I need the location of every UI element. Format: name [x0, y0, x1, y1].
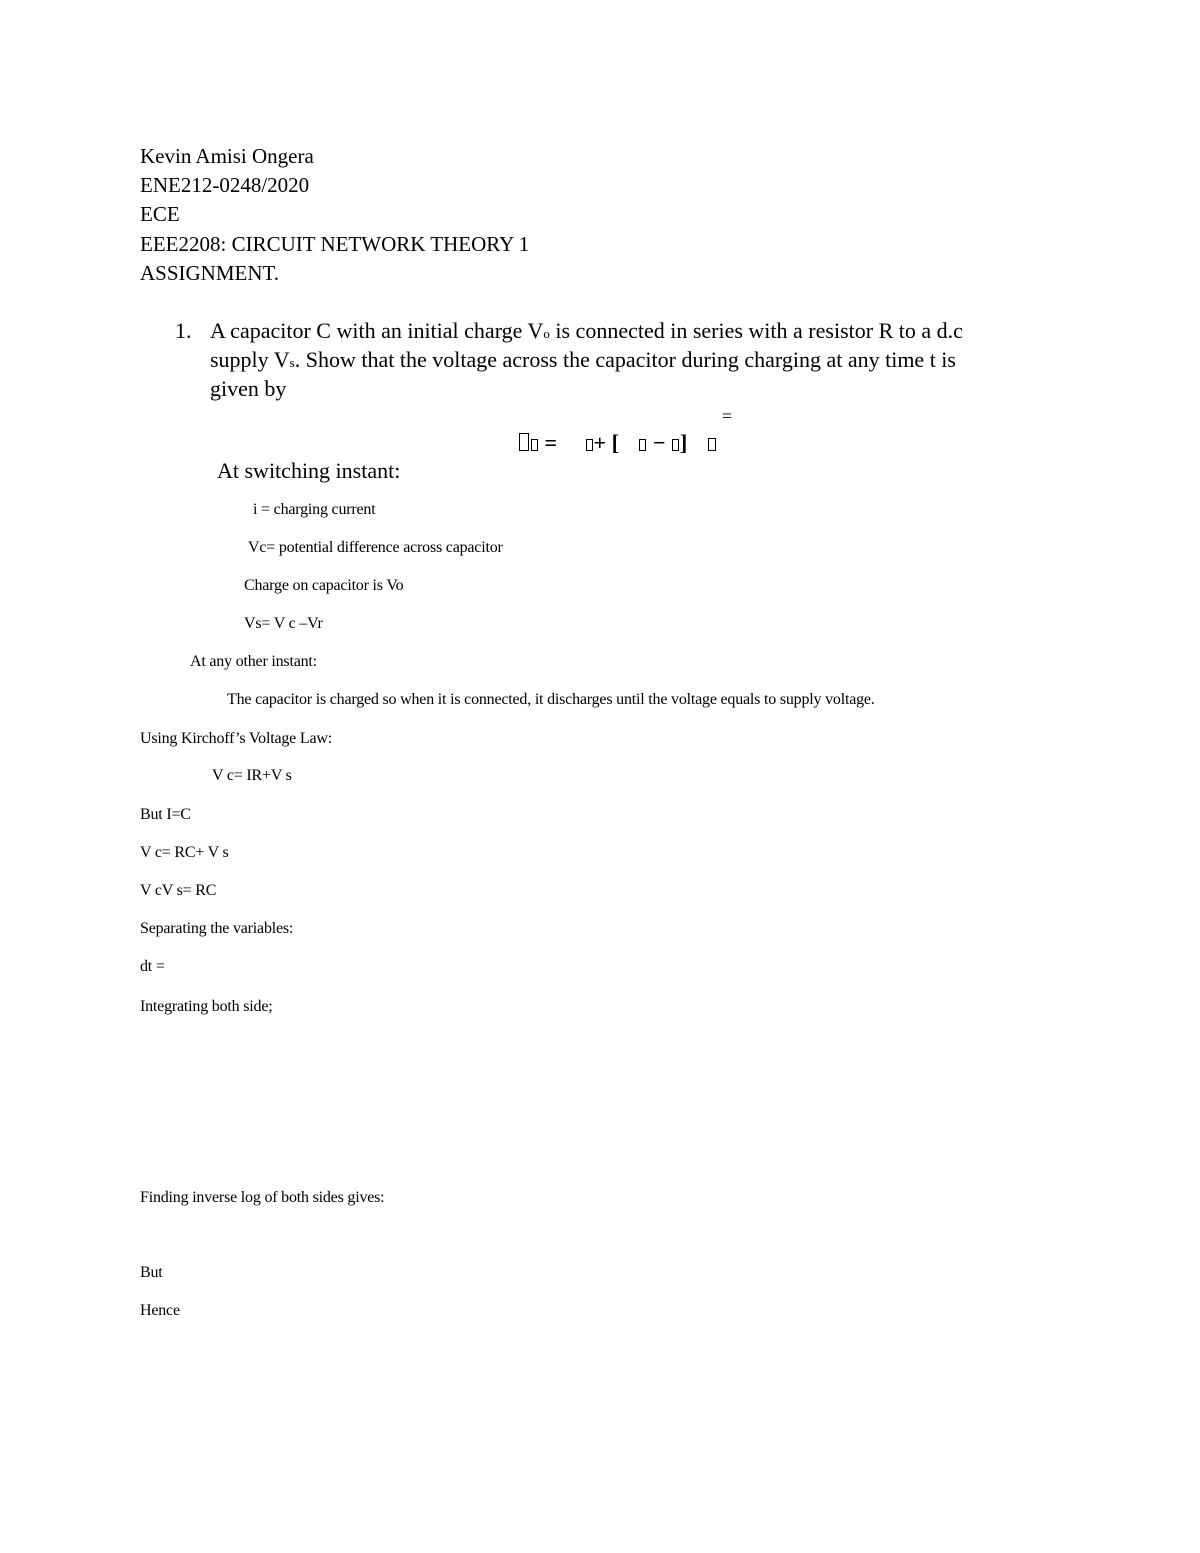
- separating-heading: Separating the variables:: [140, 920, 294, 937]
- kvl-equation: V c= IR+V s: [212, 767, 292, 784]
- line-vc-definition: Vc= potential difference across capacitor: [248, 539, 503, 556]
- line-charging-current: i = charging current: [253, 501, 376, 518]
- dt-equation: dt =: [140, 958, 165, 975]
- department: ECE: [140, 202, 180, 226]
- formula: = + [ − ]: [518, 432, 717, 454]
- missing-glyph-icon: [586, 439, 593, 451]
- missing-glyph-icon: [672, 439, 679, 451]
- line-initial-charge: Charge on capacitor is Vo: [244, 577, 404, 594]
- question-line-2: supply Vs. Show that the voltage across the capacitor during charging at any time t is: [210, 347, 956, 372]
- course-title: EEE2208: CIRCUIT NETWORK THEORY 1: [140, 232, 530, 256]
- question-line-3: given by: [210, 376, 287, 401]
- hence-line: Hence: [140, 1302, 180, 1319]
- vc-equation: V c= RC+ V s: [140, 844, 229, 861]
- question-number: 1.: [175, 318, 192, 343]
- integrating-heading: Integrating both side;: [140, 998, 273, 1015]
- author-name: Kevin Amisi Ongera: [140, 144, 314, 168]
- inverse-log-heading: Finding inverse log of both sides gives:: [140, 1189, 385, 1206]
- missing-glyph-icon: [639, 439, 646, 451]
- vcvs-equation: V cV s= RC: [140, 882, 217, 899]
- missing-glyph-icon: [708, 438, 716, 451]
- line-discharge: The capacitor is charged so when it is connected, it discharges until the voltage equals to supply voltage.: [227, 691, 875, 708]
- question-line-1: A capacitor C with an initial charge Vo is connected in series with a resistor R to a d.c: [210, 318, 963, 343]
- formula-exponent: =: [722, 406, 733, 426]
- line-vs-equation: Vs= V c –Vr: [244, 615, 323, 632]
- missing-glyph-icon: [519, 433, 529, 451]
- missing-glyph-icon: [531, 439, 538, 451]
- other-instant-heading: At any other instant:: [190, 653, 317, 670]
- kvl-heading: Using Kirchoff’s Voltage Law:: [140, 730, 332, 747]
- registration-number: ENE212-0248/2020: [140, 173, 310, 197]
- document-type: ASSIGNMENT.: [140, 261, 280, 285]
- but-line: But: [140, 1264, 163, 1281]
- switching-heading: At switching instant:: [217, 458, 401, 483]
- current-equation: But I=C: [140, 806, 191, 823]
